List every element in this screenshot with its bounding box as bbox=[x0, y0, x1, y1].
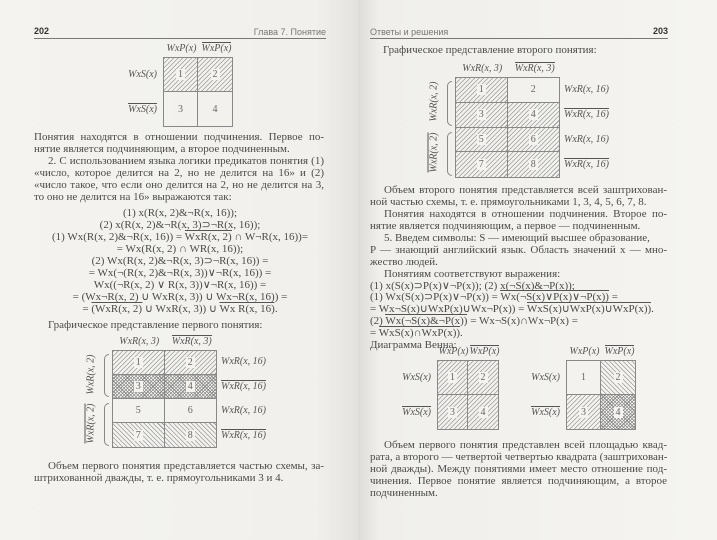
text-line: ной дважды). Между понятиями имеет место отношение под- bbox=[370, 463, 667, 475]
cell-number: 8 bbox=[530, 159, 536, 171]
diagram-cell-5 bbox=[456, 128, 508, 153]
paragraph bbox=[34, 460, 324, 484]
brace-icon bbox=[447, 132, 452, 177]
text-line: чинения. Первое понятие является подчиняющим, а второе bbox=[370, 475, 667, 487]
diagram-cell-2 bbox=[468, 361, 498, 395]
text-line: Объем первого понятия представляется частью схемы, за- bbox=[48, 460, 324, 472]
diagram-cell-2 bbox=[198, 58, 232, 92]
text-line: нятие является подчиняющим, а первое — подчиненным. bbox=[370, 220, 641, 232]
formula-text: . bbox=[460, 327, 463, 339]
formula-text: WxS(x) bbox=[128, 68, 157, 80]
formula-line bbox=[92, 255, 269, 267]
diagram-cell-5 bbox=[113, 399, 165, 423]
diagram-cell-7 bbox=[113, 423, 165, 447]
diagram-euler-1 bbox=[128, 43, 233, 127]
text-line: штрихованной дважды, т. е. прямоугольниками 3 и 4. bbox=[34, 472, 284, 484]
cell-number: 4 bbox=[530, 109, 536, 121]
text-line: Понятиям соответствуют выражения: bbox=[384, 268, 561, 280]
graph-caption bbox=[48, 319, 318, 331]
text-line: нятие является подчиняющим, а второе подчиненным. bbox=[34, 143, 290, 155]
formula-line bbox=[94, 279, 267, 291]
cell-number: 1 bbox=[135, 357, 141, 368]
text-line: подчиненным. bbox=[370, 487, 438, 499]
formula-text: WxP(x) bbox=[438, 346, 469, 357]
formula-text: WxR(x, 2) bbox=[85, 354, 97, 394]
cell-number: 5 bbox=[478, 133, 484, 145]
overlined-term: WxP(x) bbox=[469, 346, 500, 357]
formula-text: = bbox=[82, 303, 92, 315]
diagram-cell-6 bbox=[165, 399, 217, 423]
formula-line bbox=[123, 207, 237, 219]
brace-icon bbox=[104, 354, 109, 397]
cell-number: 4 bbox=[187, 381, 193, 392]
text-line: P — знающий английский язык. Область значений x — мно- bbox=[370, 244, 667, 256]
brace-icon bbox=[447, 81, 452, 126]
cell-number: 2 bbox=[530, 84, 536, 96]
cell-number: 2 bbox=[480, 372, 486, 383]
cell-number: 7 bbox=[478, 159, 484, 171]
row-label bbox=[221, 381, 266, 392]
overlined-term: WxP(x) bbox=[201, 43, 232, 54]
text-line: 2. С использованием языка логики предикатов понятия (1) bbox=[48, 155, 324, 167]
cell-number: 2 bbox=[187, 357, 193, 368]
overlined-term: WxR(x, 16) bbox=[564, 108, 609, 120]
text-line: Объем первого понятия представлен всей площадью квад- bbox=[384, 439, 667, 451]
formula-text: . bbox=[274, 303, 278, 315]
column-label bbox=[164, 43, 199, 54]
column-label bbox=[199, 43, 234, 54]
column-label bbox=[509, 63, 562, 74]
text-line: Диаграмма Венна: bbox=[370, 339, 457, 351]
text-line: «число, которое делится на 2, но не делится на 16» и (2) bbox=[34, 167, 324, 179]
cell-number: 4 bbox=[480, 406, 486, 418]
cell-number: 6 bbox=[187, 405, 193, 416]
cell-number: 3 bbox=[178, 103, 183, 115]
graph-caption bbox=[383, 44, 643, 56]
formula-text: (1) Wx(S(x)⊃P(x)∨¬P(x)) = bbox=[370, 291, 501, 303]
cell-number: 4 bbox=[615, 406, 621, 418]
cell-number: 1 bbox=[450, 372, 455, 383]
row-label bbox=[564, 84, 609, 95]
formula-text: (1) x(R(x, 2)&¬R(x, 16)); bbox=[122, 207, 238, 219]
formula-text: . bbox=[651, 303, 654, 315]
diagram-cell-4 bbox=[198, 92, 232, 126]
formula-line bbox=[370, 327, 463, 339]
formula-text: = Wx(¬(R(x, 2)&¬R(x, 3))∨¬R(x, 16)) = bbox=[88, 267, 272, 279]
column-label bbox=[438, 346, 469, 357]
cell-number: 8 bbox=[187, 429, 193, 441]
cell-number: 2 bbox=[615, 372, 621, 383]
diagram-cell-2 bbox=[508, 78, 560, 103]
formula-text: (2) bbox=[370, 315, 386, 327]
formula-text: (2) Wx(R(x, 2)&¬R(x, 3)⊃¬R(x, 16)) = bbox=[91, 255, 269, 267]
diagram-cell-8 bbox=[165, 423, 217, 447]
row-label bbox=[128, 104, 157, 115]
paragraph bbox=[370, 184, 667, 280]
formula-text: WxR(x, 16) bbox=[221, 405, 266, 417]
group-label bbox=[86, 393, 97, 453]
cell-number: 3 bbox=[135, 381, 141, 392]
running-head: Глава 7. Понятие bbox=[253, 27, 326, 37]
diagram-second-concept bbox=[428, 63, 609, 178]
formula-text: ∪ WxR(x, 3)) ∪ bbox=[142, 303, 220, 315]
formula-text: WxR(x, 16) bbox=[564, 83, 609, 95]
formula-text: (1) x(S(x)⊃P(x)∨¬P(x)); (2) x(¬S(x)&¬P(x)); bbox=[370, 280, 575, 292]
diagram-cell-4 bbox=[165, 375, 217, 399]
formula-text: WxP(x) bbox=[569, 346, 600, 357]
cell-number: 3 bbox=[581, 406, 586, 418]
overlined-term: WxR(x, 2) bbox=[184, 231, 232, 243]
diagram-cell-3 bbox=[164, 92, 198, 126]
cell-number: 4 bbox=[212, 103, 218, 115]
cell-number: 7 bbox=[135, 429, 141, 441]
diagram-cell-1 bbox=[438, 361, 468, 395]
overlined-term: WxR(x, 3) bbox=[171, 336, 212, 347]
page-number: 202 bbox=[34, 26, 50, 36]
overlined-term: WxR(x, 16) bbox=[221, 429, 266, 441]
formula-text: (2) x(R(x, 2)&¬R(x, 3)⊃¬R(x, 16)); bbox=[99, 219, 261, 231]
formula-text: = Wx¬S(x)∩Wx¬P(x) = bbox=[467, 315, 578, 327]
text-line: 5. Введем символы: S — имеющий высшее образование, bbox=[384, 232, 650, 244]
cell-number: 5 bbox=[135, 405, 141, 416]
paragraph bbox=[34, 155, 324, 203]
formula-text: ∩ W¬R(x, 16))= bbox=[231, 231, 309, 243]
text-line: Объем второго понятия представляется всей заштрихован- bbox=[384, 184, 667, 196]
overlined-term: Wx(¬S(x)∨P(x)∨¬P(x)) bbox=[500, 291, 609, 303]
diagram-cell-4 bbox=[601, 395, 635, 429]
venn-diagram-2 bbox=[531, 346, 636, 430]
overlined-term: WxR(x, 16) bbox=[564, 159, 609, 171]
text-line: жество людей. bbox=[370, 256, 438, 268]
formula-text: WxR(x, 3) bbox=[462, 63, 503, 74]
left-page bbox=[0, 0, 358, 540]
column-label bbox=[166, 336, 219, 347]
text-line: Графическое представление второго понятия: bbox=[383, 44, 597, 56]
formula-line bbox=[100, 219, 261, 231]
overlined-term: WxR(x, 2) bbox=[428, 132, 440, 173]
overlined-term: WxP(x) bbox=[604, 346, 635, 357]
diagram-cell-1 bbox=[113, 351, 165, 375]
diagram-cell-1 bbox=[567, 361, 601, 395]
venn-diagram-1 bbox=[402, 346, 500, 430]
diagram-cell-1 bbox=[456, 78, 508, 103]
page-header bbox=[370, 26, 668, 39]
cell-number: 3 bbox=[450, 406, 455, 418]
diagram-cell-3 bbox=[113, 375, 165, 399]
diagram-cell-2 bbox=[601, 361, 635, 395]
diagram-first-concept bbox=[85, 336, 266, 448]
overlined-term: WxS(x) bbox=[402, 406, 431, 418]
diagram-cell-3 bbox=[456, 103, 508, 128]
formula-text: = bbox=[608, 291, 618, 303]
text-line: Понятия находятся в отношении подчинения. Второе по- bbox=[384, 208, 667, 220]
cell-number: 1 bbox=[178, 69, 183, 80]
diagram-cell-4 bbox=[508, 103, 560, 128]
column-label bbox=[469, 346, 500, 357]
overlined-term: WxS(x)∩WxP(x)) bbox=[378, 327, 461, 339]
formula-text: WxS(x) bbox=[531, 371, 560, 383]
formula-text: WxS(x) bbox=[402, 371, 431, 383]
formula-line bbox=[89, 267, 271, 279]
formula-text: = Wx¬S(x)∪WxP(x)∪Wx¬P(x)) = bbox=[370, 303, 527, 315]
overlined-term: Wx R(x, 16) bbox=[219, 303, 275, 315]
brace-icon bbox=[104, 403, 109, 446]
group-label bbox=[429, 122, 440, 182]
formula-text: WxP(x) bbox=[166, 43, 197, 54]
row-label bbox=[128, 69, 157, 80]
formula-text: = (Wx¬R(x, 2) ∪ WxR(x, 3)) ∪ Wx¬R(x, 16)) = bbox=[72, 291, 288, 303]
row-label bbox=[402, 372, 431, 383]
overlined-term: WxR(x, 2) bbox=[85, 403, 97, 443]
formula-text: = Wx(R(x, 2) ∩ WR(x, 16)); bbox=[116, 243, 244, 255]
diagram-cell-6 bbox=[508, 128, 560, 153]
column-label bbox=[456, 63, 509, 74]
page-number: 203 bbox=[652, 26, 668, 36]
formula-text: WxR(x, 2) bbox=[428, 81, 440, 122]
cell-number: 1 bbox=[478, 84, 484, 96]
running-head: Ответы и решения bbox=[370, 27, 449, 37]
overlined-term: (WxR(x, 2) bbox=[91, 303, 143, 315]
text-line: рата, а второго — четвертой четвертью квадрата (заштрихован- bbox=[370, 451, 668, 463]
formula-line bbox=[82, 303, 277, 315]
overlined-term: WxS(x) bbox=[531, 406, 560, 418]
formula-text: (1) Wx(R(x, 2)&¬R(x, 16)) = bbox=[51, 231, 185, 243]
cell-number: 2 bbox=[212, 69, 218, 80]
diagram-cell-2 bbox=[165, 351, 217, 375]
row-label bbox=[221, 405, 266, 416]
page-header bbox=[34, 26, 326, 39]
text-line: Графическое представление первого понятия: bbox=[48, 319, 263, 331]
overlined-term: WxS(x)∪WxP(x)∪WxP(x)) bbox=[526, 303, 652, 315]
formula-text: WxR(x, 16) bbox=[221, 356, 266, 368]
paragraph bbox=[370, 439, 667, 499]
cell-number: 6 bbox=[530, 133, 536, 145]
diagram-cell-4 bbox=[468, 395, 498, 429]
cell-number: 3 bbox=[478, 109, 484, 121]
paragraph bbox=[34, 131, 324, 155]
diagram-cell-3 bbox=[438, 395, 468, 429]
row-label bbox=[564, 134, 609, 145]
row-label bbox=[221, 430, 266, 441]
diagram-cell-1 bbox=[164, 58, 198, 92]
formula-line bbox=[117, 243, 243, 255]
formula-text: = bbox=[370, 327, 379, 339]
formula-text: WxR(x, 16) bbox=[564, 134, 609, 146]
row-label bbox=[564, 159, 609, 170]
diagram-cell-8 bbox=[508, 152, 560, 177]
text-line: ной частью схемы, т. е. прямоугольниками 1, 3, 4, 5, 6, 7, 8. bbox=[370, 196, 647, 208]
column-label bbox=[567, 346, 602, 357]
cell-number: 1 bbox=[581, 372, 586, 383]
formula-text: WxR(x, 3) bbox=[119, 336, 160, 347]
row-label bbox=[531, 407, 560, 418]
diagram-cell-7 bbox=[456, 152, 508, 177]
overlined-term: WxR(x, 16) bbox=[221, 380, 266, 392]
text-line: то оно не делится на 16» выражаются так: bbox=[34, 191, 232, 203]
diagram-cell-3 bbox=[567, 395, 601, 429]
overlined-term: WxR(x, 3) bbox=[514, 63, 555, 74]
overlined-term: Wx(¬S(x)&¬P(x)) bbox=[385, 315, 468, 327]
text-line: Понятия находятся в отношении подчинения. Первое по- bbox=[34, 131, 324, 143]
row-label bbox=[221, 356, 266, 367]
formula-text: Wx((¬R(x, 2) ∨ R(x, 3))∨¬R(x, 16)) = bbox=[93, 279, 267, 291]
overlined-term: WxS(x) bbox=[128, 103, 157, 115]
formula-line bbox=[52, 231, 308, 243]
row-label bbox=[564, 109, 609, 120]
column-label bbox=[602, 346, 637, 357]
text-line: «число такое, что если оно делится на 2, но не делится на 3, bbox=[34, 179, 324, 191]
column-label bbox=[113, 336, 166, 347]
row-label bbox=[531, 372, 560, 383]
row-label bbox=[402, 407, 431, 418]
right-page bbox=[358, 0, 717, 540]
